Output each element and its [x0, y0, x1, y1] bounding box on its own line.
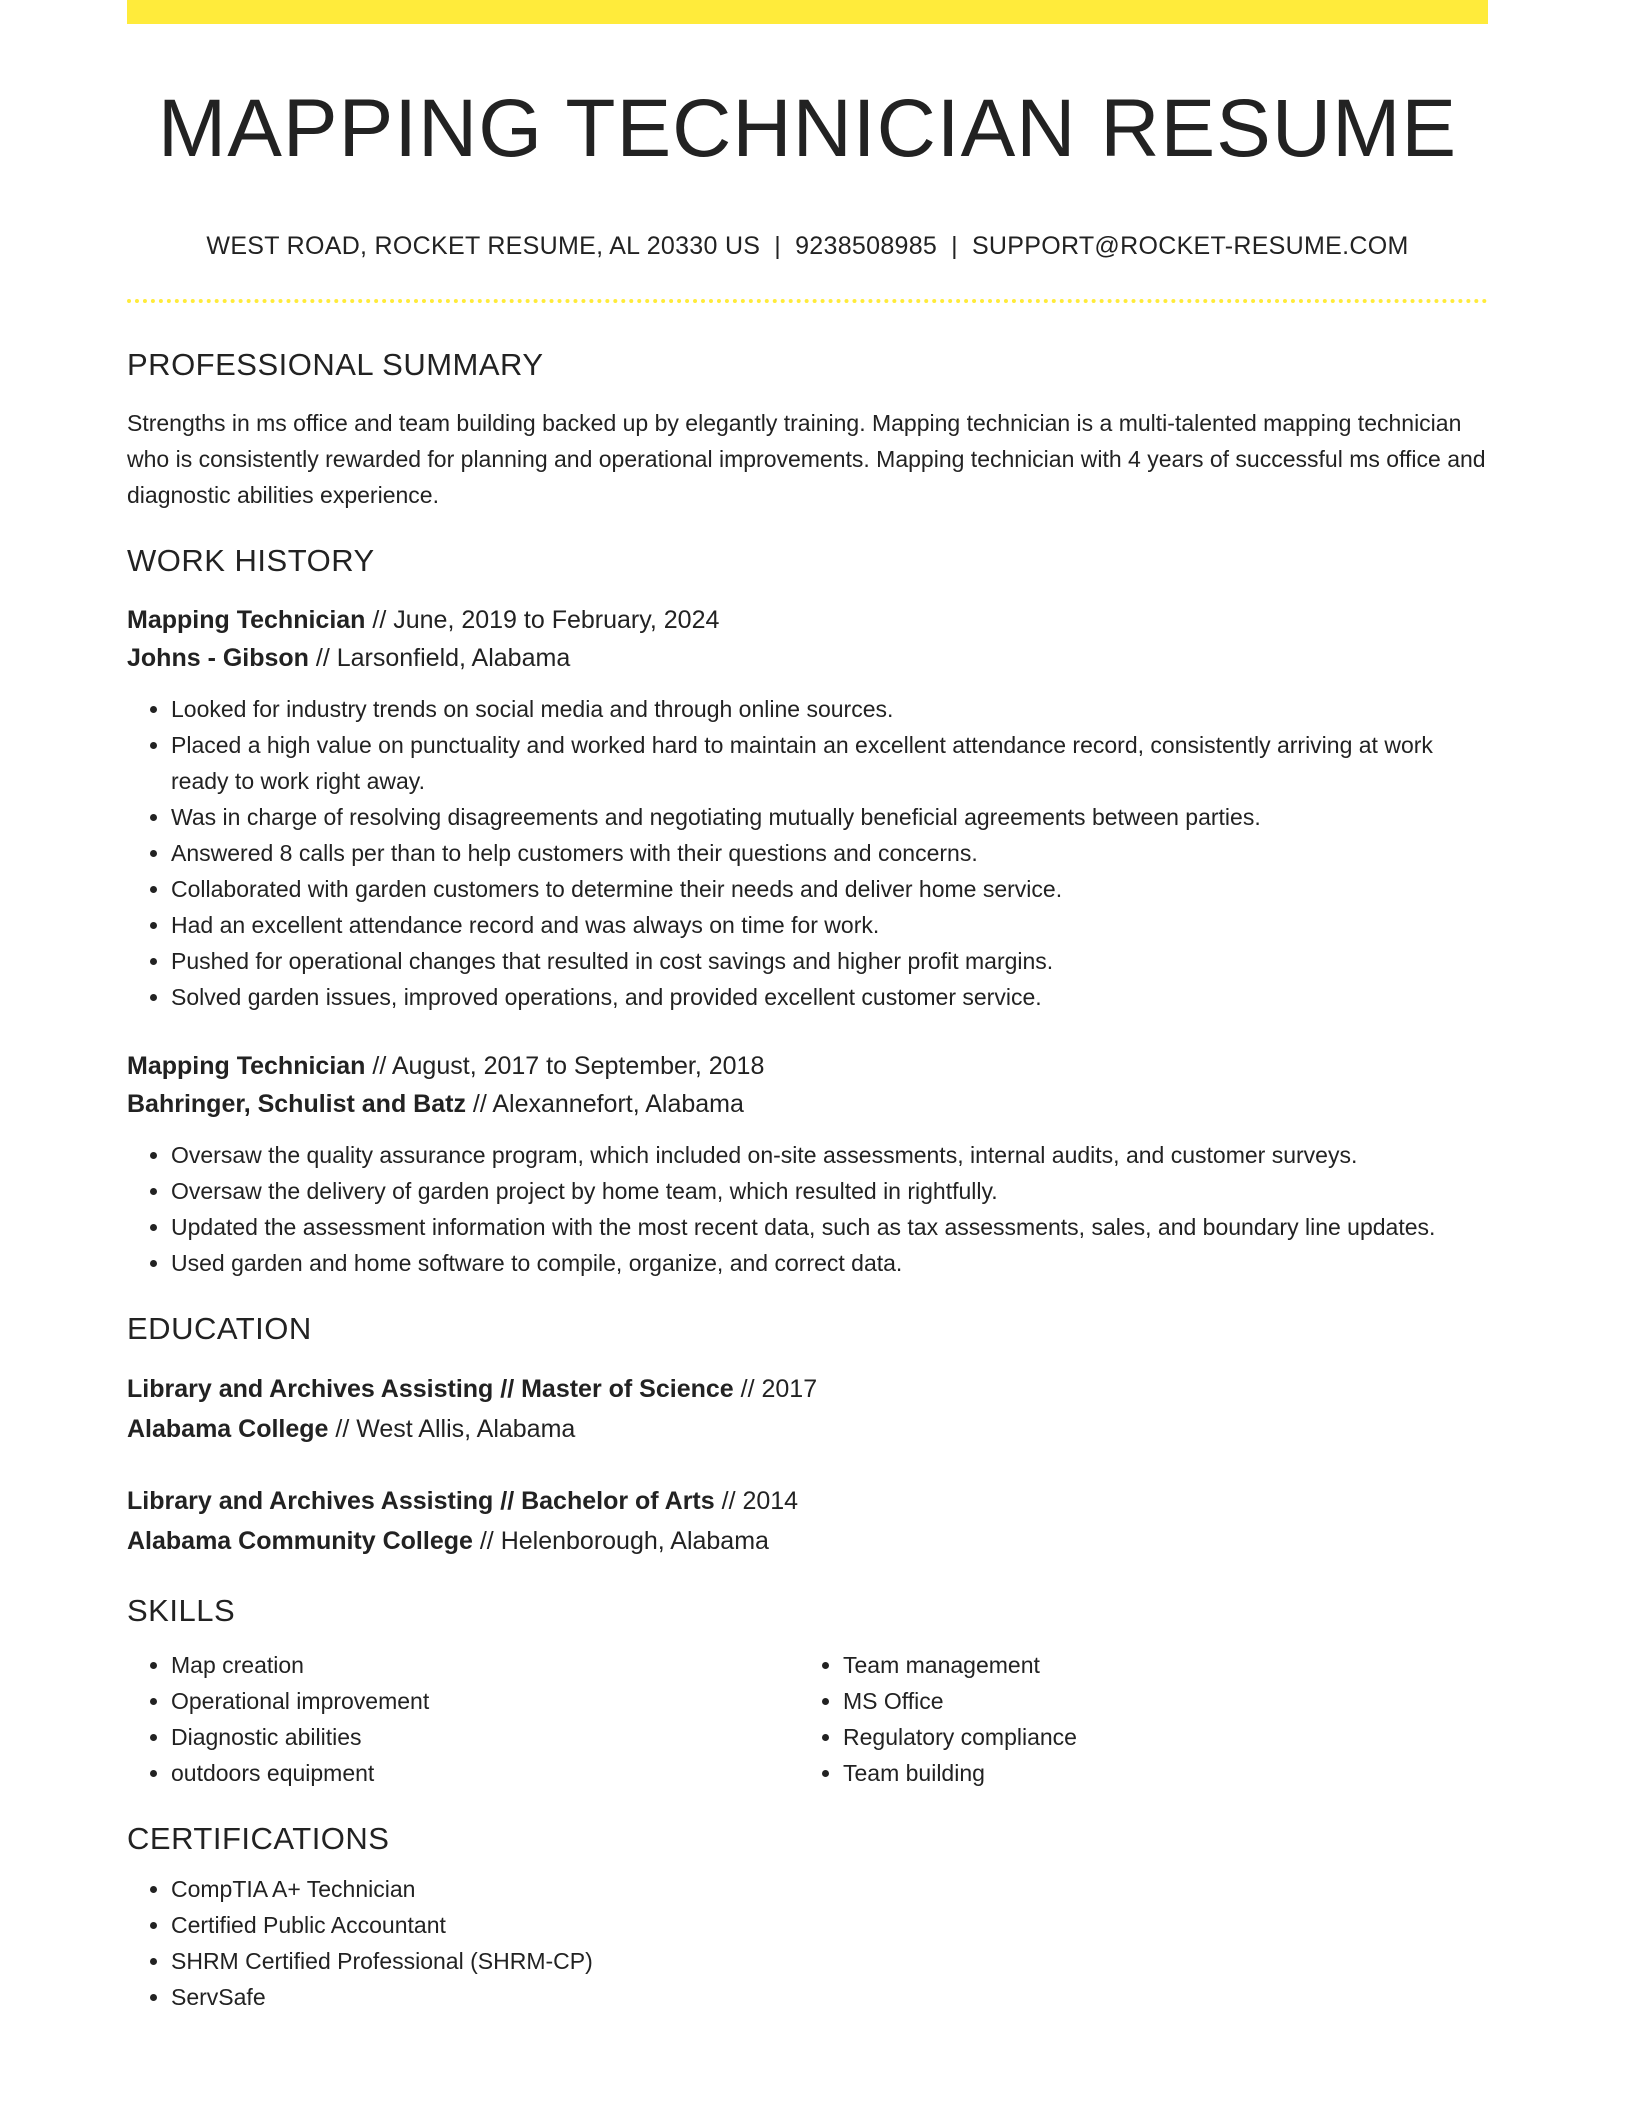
skills-list-right	[799, 1647, 1471, 1791]
list-item: • Pushed for operational changes that resulted in cost savings and higher profit margins.	[171, 943, 1488, 979]
work-history-heading: WORK HISTORY	[127, 543, 375, 579]
list-item: • Was in charge of resolving disagreements and negotiating mutually beneficial agreements between parties.	[171, 799, 1488, 835]
job-location: // Larsonfield, Alabama	[308, 644, 571, 673]
list-item: • Collaborated with garden customers to determine their needs and deliver home service.	[171, 871, 1488, 907]
list-item: • Certified Public Accountant	[171, 1907, 1488, 1943]
list-item: • CompTIA A+ Technician	[171, 1871, 1488, 1907]
education-heading: EDUCATION	[127, 1311, 312, 1347]
list-item: • Updated the assessment information with the most recent data, such as tax assessments, sales, and boundary line updates.	[171, 1209, 1488, 1245]
list-item: • Team building	[843, 1755, 1471, 1791]
education-entry	[127, 1481, 1488, 1561]
list-item: • Oversaw the delivery of garden project by home team, which resulted in rightfully.	[171, 1173, 1488, 1209]
list-item: • SHRM Certified Professional (SHRM-CP)	[171, 1943, 1488, 1979]
job-dates: // June, 2019 to February, 2024	[365, 606, 720, 635]
education-school-line	[127, 1521, 1488, 1561]
job-company-line	[127, 1085, 1488, 1123]
education-year: // 2017	[733, 1375, 818, 1404]
contact-phone[interactable]: 9238508985	[795, 232, 938, 261]
contact-separator: |	[951, 232, 958, 261]
list-item: • Map creation	[171, 1647, 799, 1683]
education-degree-line	[127, 1481, 1488, 1521]
education-school: Alabama Community College	[127, 1527, 473, 1556]
certifications-heading: CERTIFICATIONS	[127, 1821, 390, 1857]
skills-columns	[127, 1647, 1488, 1791]
education-degree: Library and Archives Assisting // Bachelor of Arts	[127, 1487, 715, 1516]
summary-heading: PROFESSIONAL SUMMARY	[127, 347, 544, 383]
list-item: • Used garden and home software to compile, organize, and correct data.	[171, 1245, 1488, 1281]
job-entry	[127, 1047, 1488, 1281]
job-bullets	[127, 1137, 1488, 1281]
job-title-line	[127, 601, 1488, 639]
summary-text: Strengths in ms office and team building backed up by elegantly training. Mapping technician is a multi-talented mapping technician who is consistently rewarded for planning and operational improvements. Mapping technician with 4 years of successful ms office and diagnostic abilities experience.	[127, 410, 1486, 509]
job-title-line	[127, 1047, 1488, 1085]
job-location: // Alexannefort, Alabama	[465, 1090, 744, 1119]
contact-email[interactable]: SUPPORT@ROCKET-RESUME.COM	[971, 232, 1409, 261]
contact-address: WEST ROAD, ROCKET RESUME, AL 20330 US	[206, 232, 761, 261]
job-title: Mapping Technician	[127, 606, 366, 635]
skills-list-left	[127, 1647, 799, 1791]
skills-heading: SKILLS	[127, 1593, 236, 1629]
list-item: • outdoors equipment	[171, 1755, 799, 1791]
list-item: • Placed a high value on punctuality and worked hard to maintain an excellent attendance record, consistently arriving at work ready to work right away.	[171, 727, 1488, 799]
education-location: // West Allis, Alabama	[328, 1415, 576, 1444]
job-company-line	[127, 639, 1488, 677]
list-item: • Answered 8 calls per than to help customers with their questions and concerns.	[171, 835, 1488, 871]
list-item: • ServSafe	[171, 1979, 1488, 2015]
list-item: • Operational improvement	[171, 1683, 799, 1719]
education-degree: Library and Archives Assisting // Master of Science	[127, 1375, 734, 1404]
job-title: Mapping Technician	[127, 1052, 366, 1081]
contact-line	[127, 232, 1488, 261]
education-school-line	[127, 1409, 1488, 1449]
list-item: • Solved garden issues, improved operations, and provided excellent customer service.	[171, 979, 1488, 1015]
job-company: Johns - Gibson	[127, 644, 309, 673]
list-item: • Looked for industry trends on social media and through online sources.	[171, 691, 1488, 727]
resume-title: MAPPING TECHNICIAN RESUME	[157, 83, 1458, 174]
job-entry	[127, 601, 1488, 1015]
list-item: • Diagnostic abilities	[171, 1719, 799, 1755]
contact-separator: |	[774, 232, 782, 261]
dotted-divider	[127, 299, 1488, 303]
education-year: // 2014	[714, 1487, 799, 1516]
education-degree-line	[127, 1369, 1488, 1409]
list-item: • Oversaw the quality assurance program, which included on-site assessments, internal audits, and customer surveys.	[171, 1137, 1488, 1173]
list-item: • MS Office	[843, 1683, 1471, 1719]
education-entry	[127, 1369, 1488, 1449]
resume-page	[127, 0, 1488, 2015]
list-item: • Regulatory compliance	[843, 1719, 1471, 1755]
list-item: • Had an excellent attendance record and was always on time for work.	[171, 907, 1488, 943]
certifications-list	[127, 1871, 1488, 2015]
education-school: Alabama College	[127, 1415, 329, 1444]
job-dates: // August, 2017 to September, 2018	[365, 1052, 765, 1081]
education-location: // Helenborough, Alabama	[472, 1527, 769, 1556]
job-bullets	[127, 691, 1488, 1015]
list-item: • Team management	[843, 1647, 1471, 1683]
accent-top-bar	[127, 0, 1488, 24]
job-company: Bahringer, Schulist and Batz	[127, 1090, 466, 1119]
